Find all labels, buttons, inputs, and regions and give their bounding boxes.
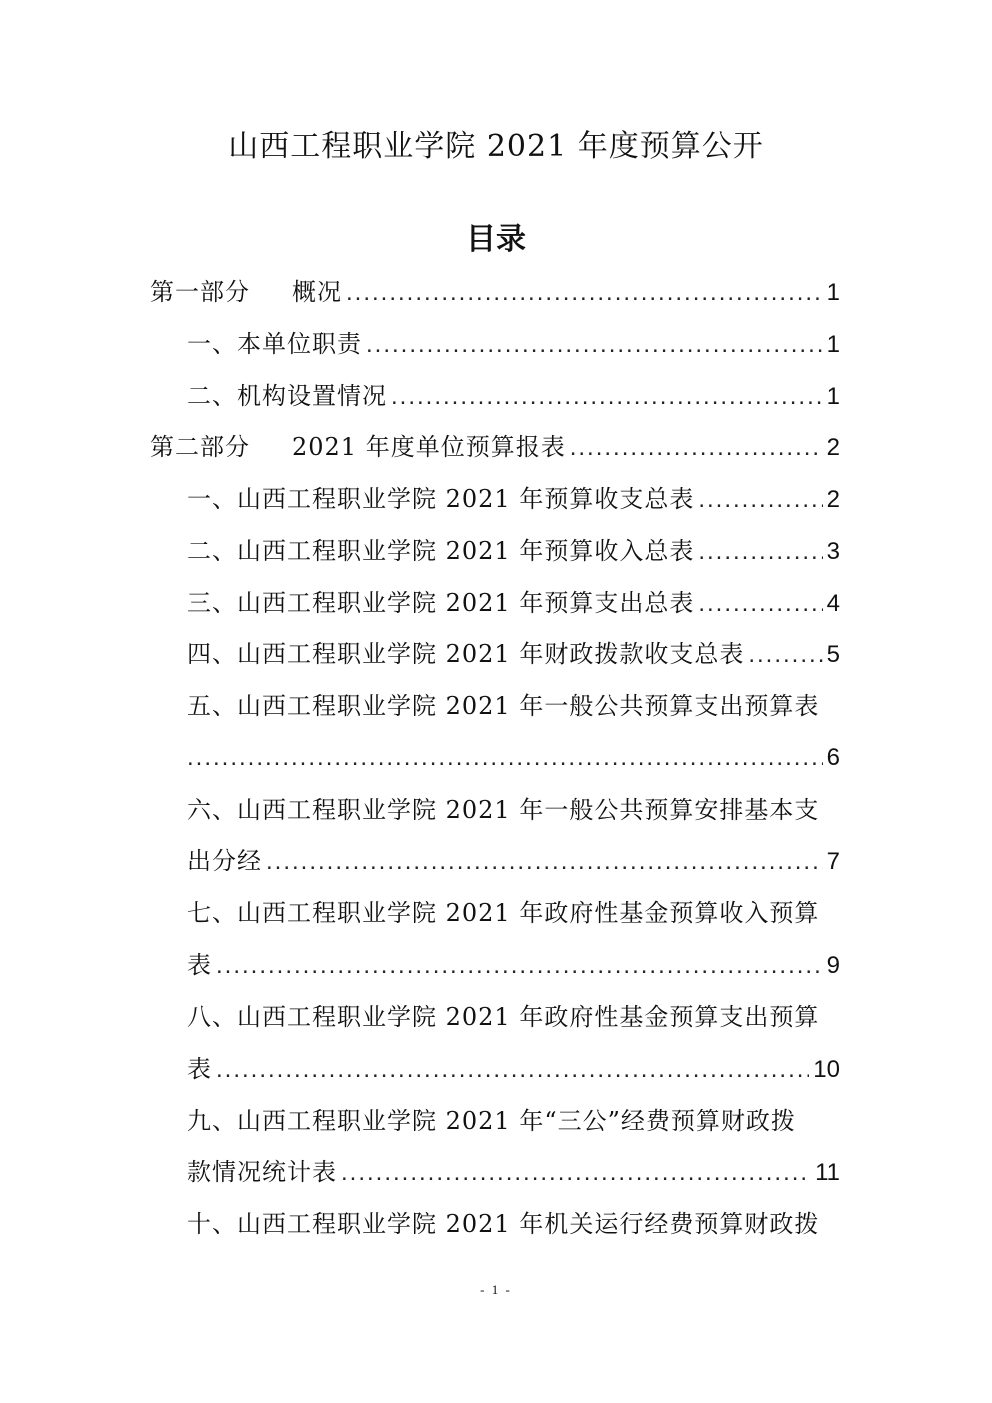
toc-entry-text: 九、山西工程职业学院 2021 年“三公”经费预算财政拨 — [187, 1107, 796, 1135]
toc-entry-text: 五、山西工程职业学院 2021 年一般公共预算支出预算表 — [187, 692, 820, 720]
toc-entry-text: 四、山西工程职业学院 2021 年财政拨款收支总表 — [187, 640, 745, 668]
toc-entry-text-continued: 款情况统计表 — [187, 1158, 337, 1186]
toc-entry-2-7-line1[interactable] — [187, 893, 840, 933]
toc-entry-1-1[interactable] — [187, 324, 840, 364]
toc-entry-2-7-line2[interactable] — [187, 945, 840, 985]
toc-entry-2-1[interactable] — [187, 479, 840, 519]
toc-entry-text: 十、山西工程职业学院 2021 年机关运行经费预算财政拨 — [187, 1210, 820, 1238]
toc-leader-dots — [391, 377, 823, 417]
toc-entry-2-5-line2[interactable] — [187, 738, 840, 778]
toc-entry-text: 六、山西工程职业学院 2021 年一般公共预算安排基本支 — [187, 796, 820, 824]
toc-leader-dots — [698, 532, 822, 572]
toc-leader-dots — [698, 584, 822, 624]
toc-entry-2-2[interactable] — [187, 531, 840, 571]
toc-leader-dots — [266, 842, 823, 882]
toc-leader-dots — [366, 325, 823, 365]
toc-entry-part1[interactable] — [150, 272, 840, 312]
toc-entry-2-5-line1[interactable] — [187, 686, 840, 726]
toc-entry-text-continued: 出分经 — [187, 847, 262, 875]
toc-entry-2-3[interactable] — [187, 583, 840, 623]
toc-entry-text: 八、山西工程职业学院 2021 年政府性基金预算支出预算 — [187, 1003, 820, 1031]
toc-entry-text: 一、山西工程职业学院 2021 年预算收支总表 — [187, 485, 695, 513]
toc-entry-text-continued: 表 — [187, 1055, 212, 1083]
toc-entry-2-8-line1[interactable] — [187, 997, 840, 1037]
toc-heading: 目录 — [466, 222, 526, 257]
toc-page-number: 3 — [826, 538, 840, 565]
toc-page-number: 1 — [826, 331, 840, 358]
toc-page-number: 11 — [815, 1159, 840, 1186]
toc-page-number: 2 — [826, 434, 840, 461]
toc-page-number: 5 — [826, 641, 840, 668]
toc-entry-part2[interactable] — [150, 427, 840, 467]
toc-part-label: 第一部分 — [150, 278, 250, 306]
toc-leader-dots — [748, 635, 822, 675]
toc-page-number: 4 — [826, 590, 840, 617]
toc-entry-text: 七、山西工程职业学院 2021 年政府性基金预算收入预算 — [187, 899, 820, 927]
toc-leader-dots — [216, 946, 823, 986]
toc-part-name: 2021 年度单位预算报表 — [292, 433, 566, 461]
toc-entry-2-4[interactable] — [187, 634, 840, 674]
toc-leader-dots — [346, 273, 823, 313]
toc-leader-dots — [341, 1153, 811, 1193]
toc-entry-text: 三、山西工程职业学院 2021 年预算支出总表 — [187, 589, 695, 617]
toc-leader-dots — [570, 428, 823, 468]
toc-page-number: 1 — [826, 383, 840, 410]
toc-entry-text: 二、山西工程职业学院 2021 年预算收入总表 — [187, 537, 695, 565]
toc-part-label: 第二部分 — [150, 433, 250, 461]
toc-entry-2-6-line1[interactable] — [187, 790, 840, 830]
toc-entry-text: 二、机构设置情况 — [187, 382, 387, 410]
toc-page-number: 2 — [826, 486, 840, 513]
toc-entry-1-2[interactable] — [187, 376, 840, 416]
toc-part-name: 概况 — [292, 278, 342, 306]
toc-leader-dots — [216, 1050, 809, 1090]
toc-entry-2-8-line2[interactable] — [187, 1049, 840, 1089]
toc-page-number: 9 — [826, 952, 840, 979]
document-title: 山西工程职业学院 2021 年度预算公开 — [228, 129, 764, 164]
toc-page-number: 6 — [826, 744, 840, 771]
toc-entry-2-6-line2[interactable] — [187, 841, 840, 881]
toc-entry-text-continued: 表 — [187, 951, 212, 979]
toc-entry-text: 一、本单位职责 — [187, 330, 362, 358]
toc-page-number: 1 — [826, 279, 840, 306]
toc-entry-2-10-line1[interactable] — [187, 1204, 840, 1244]
toc-page-number: 7 — [826, 848, 840, 875]
toc-entry-2-9-line2[interactable] — [187, 1152, 840, 1192]
page-number-footer: - 1 - — [480, 1282, 512, 1297]
toc-entry-2-9-line1[interactable] — [187, 1101, 840, 1141]
toc-page-number: 10 — [813, 1056, 840, 1083]
toc-leader-dots — [698, 480, 822, 520]
toc-leader-dots — [187, 738, 823, 778]
